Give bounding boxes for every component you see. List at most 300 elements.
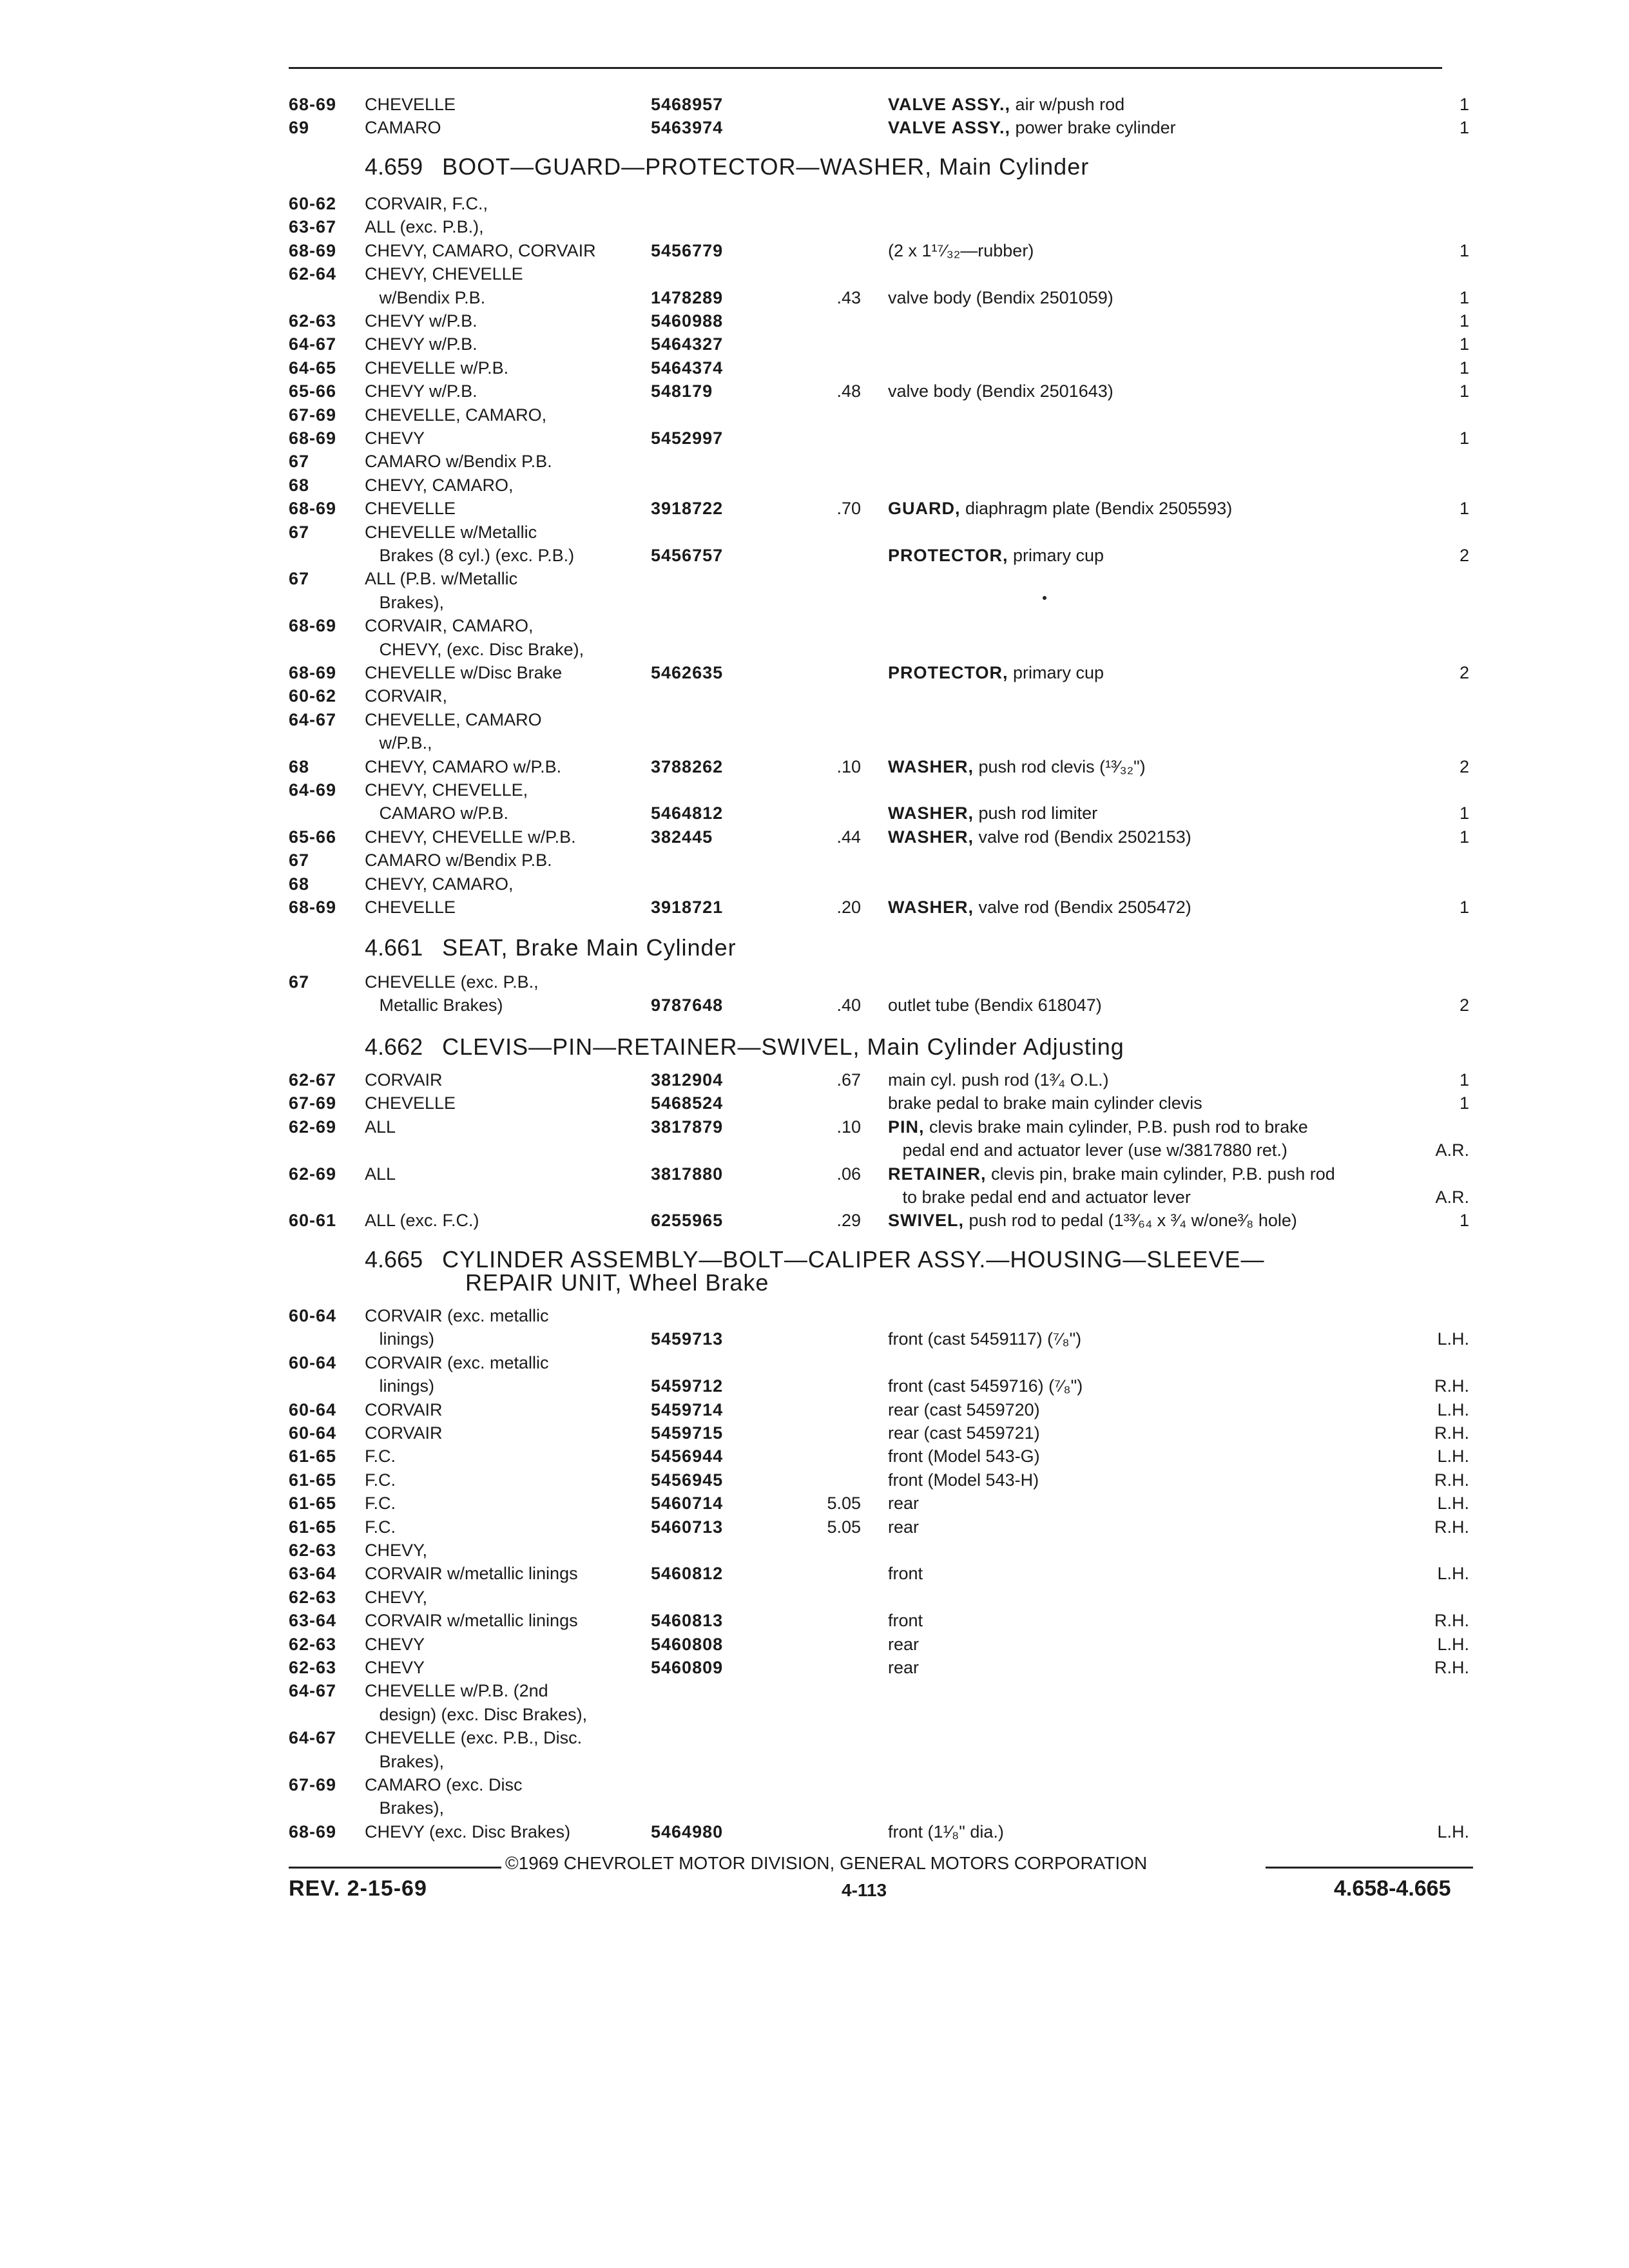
price: .48	[836, 381, 861, 401]
section-title: CYLINDER ASSEMBLY—BOLT—CALIPER ASSY.—HOUSING—SLEEVE—	[442, 1246, 1265, 1273]
part-number: 5464327	[651, 334, 724, 354]
vehicle-model: CAMARO (exc. Disc	[365, 1775, 523, 1794]
part-number: 548179	[651, 381, 713, 401]
top-rule	[289, 67, 1442, 69]
part-description	[888, 497, 1232, 520]
section-title: BOOT—GUARD—PROTECTOR—WASHER, Main Cylinder	[442, 153, 1090, 180]
part-number: 3812904	[651, 1070, 724, 1090]
part-number: 5463974	[651, 118, 724, 138]
model-year: 67	[289, 522, 310, 542]
part-description	[888, 1562, 923, 1585]
part-name: PROTECTOR,	[888, 663, 1008, 682]
vehicle-model: CHEVELLE, CAMARO,	[365, 405, 547, 425]
part-number: 1478289	[651, 287, 724, 307]
part-number: 5459715	[651, 1423, 724, 1443]
model-year: 68-69	[289, 428, 337, 448]
vehicle-model: linings)	[365, 1376, 435, 1396]
model-year: 62-67	[289, 1070, 337, 1090]
list-item	[0, 661, 1629, 684]
vehicle-model: CHEVY, CAMARO w/P.B.	[365, 756, 562, 776]
vehicle-model: CORVAIR, CAMARO,	[365, 616, 534, 636]
vehicle-model: CHEVY (exc. Disc Brakes)	[365, 1821, 571, 1841]
vehicle-model: CAMARO	[365, 118, 441, 138]
part-name: VALVE ASSY.,	[888, 95, 1011, 114]
part-name: PIN,	[888, 1117, 925, 1137]
model-year: 62-69	[289, 1117, 337, 1137]
vehicle-model: CHEVY	[365, 1658, 425, 1677]
vehicle-model: Brakes),	[365, 592, 445, 612]
list-item	[0, 1726, 1629, 1749]
vehicle-model: CHEVELLE w/Metallic	[365, 522, 537, 542]
list-item	[0, 497, 1629, 520]
description-text: front (Model 543-G)	[888, 1446, 1040, 1466]
description-text: front (1¹⁄₈" dia.)	[888, 1821, 1004, 1841]
list-item	[0, 286, 1629, 309]
quantity: L.H.	[1437, 1494, 1469, 1514]
quantity: L.H.	[1437, 1399, 1469, 1419]
list-item	[0, 1445, 1629, 1468]
vehicle-model: CORVAIR w/metallic linings	[365, 1611, 578, 1631]
vehicle-model: CHEVY, CAMARO,	[365, 874, 514, 894]
part-number: 5456945	[651, 1470, 724, 1490]
list-item	[0, 872, 1629, 896]
vehicle-model: CHEVY	[365, 428, 425, 448]
price: .29	[836, 1211, 861, 1231]
part-number: 5460809	[651, 1658, 724, 1677]
list-item	[0, 1656, 1629, 1679]
part-number: 3918722	[651, 499, 724, 519]
vehicle-model: CHEVELLE (exc. P.B., Disc.	[365, 1728, 583, 1748]
model-year: 63-64	[289, 1564, 337, 1584]
vehicle-model: CHEVY, CHEVELLE	[365, 264, 523, 284]
list-item	[0, 544, 1629, 567]
part-name: WASHER,	[888, 756, 974, 776]
model-year: 63-67	[289, 217, 337, 237]
quantity: 1	[1459, 827, 1469, 847]
list-item	[0, 614, 1629, 637]
description-text: clevis pin, brake main cylinder, P.B. push rod	[986, 1164, 1335, 1184]
model-year: 64-67	[289, 709, 337, 729]
description-text: front (Model 543-H)	[888, 1470, 1039, 1490]
model-year: 60-62	[289, 686, 337, 706]
vehicle-model: CHEVELLE w/P.B. (2nd	[365, 1681, 548, 1701]
part-number: 5464980	[651, 1821, 724, 1841]
model-year: 68-69	[289, 898, 337, 917]
model-year: 67-69	[289, 1775, 337, 1794]
model-year: 62-64	[289, 264, 337, 284]
part-description	[888, 802, 1097, 825]
list-item	[0, 1468, 1629, 1492]
list-item	[0, 1679, 1629, 1702]
part-number: 6255965	[651, 1211, 724, 1231]
price: 5.05	[827, 1517, 861, 1537]
part-number: 3788262	[651, 756, 724, 776]
list-item	[0, 994, 1629, 1017]
vehicle-model: CORVAIR, F.C.,	[365, 194, 488, 213]
page-number: 4-113	[842, 1880, 887, 1900]
part-number: 3817879	[651, 1117, 724, 1137]
vehicle-model: CORVAIR (exc. metallic	[365, 1352, 549, 1372]
list-item	[0, 116, 1629, 139]
vehicle-model: CAMARO w/P.B.	[365, 803, 509, 823]
list-item	[0, 1492, 1629, 1515]
description-text: main cyl. push rod (1³⁄₄ O.L.)	[888, 1070, 1109, 1090]
part-name: VALVE ASSY.,	[888, 118, 1011, 138]
list-item	[0, 1539, 1629, 1562]
vehicle-model: CHEVELLE w/Disc Brake	[365, 663, 563, 682]
model-year: 65-66	[289, 381, 337, 401]
part-description	[888, 1445, 1040, 1468]
part-name: GUARD,	[888, 499, 961, 519]
vehicle-model: CHEVY w/P.B.	[365, 381, 477, 401]
model-year: 64-67	[289, 1681, 337, 1701]
list-item	[0, 684, 1629, 707]
part-number: 5459714	[651, 1399, 724, 1419]
list-item	[0, 778, 1629, 802]
description-text: primary cup	[1008, 546, 1104, 565]
part-number: 5462635	[651, 663, 724, 682]
part-description	[888, 755, 1146, 778]
description-text: valve body (Bendix 2501059)	[888, 287, 1113, 307]
part-number: 5456757	[651, 546, 724, 565]
part-name: WASHER,	[888, 898, 974, 917]
model-year: 62-63	[289, 1541, 337, 1560]
part-description	[888, 994, 1102, 1017]
model-year: 67	[289, 452, 310, 472]
model-year: 68-69	[289, 1821, 337, 1841]
vehicle-model: F.C.	[365, 1446, 396, 1466]
part-number: 5460812	[651, 1564, 724, 1584]
vehicle-model: CHEVELLE	[365, 95, 456, 114]
price: .44	[836, 827, 861, 847]
list-item	[0, 1327, 1629, 1350]
vehicle-model: CHEVY, (exc. Disc Brake),	[365, 639, 584, 659]
quantity: 1	[1459, 1093, 1469, 1113]
model-year: 68-69	[289, 95, 337, 114]
vehicle-model: CHEVY w/P.B.	[365, 334, 477, 354]
part-description	[888, 1186, 1191, 1209]
model-year: 68-69	[289, 616, 337, 636]
part-number: 3918721	[651, 898, 724, 917]
part-description	[888, 1068, 1109, 1091]
part-number: 5459713	[651, 1329, 724, 1349]
price: .67	[836, 1070, 861, 1090]
description-text: rear	[888, 1517, 920, 1537]
model-year: 68-69	[289, 663, 337, 682]
list-item	[0, 1374, 1629, 1398]
vehicle-model: CORVAIR	[365, 1399, 443, 1419]
list-item	[0, 1562, 1629, 1585]
list-item	[0, 1139, 1629, 1162]
stray-mark	[1043, 596, 1046, 600]
vehicle-model: CHEVY,	[365, 1541, 428, 1560]
vehicle-model: w/P.B.,	[365, 733, 432, 753]
description-text: push rod clevis (¹³⁄₃₂")	[974, 756, 1146, 776]
quantity: 1	[1459, 240, 1469, 260]
vehicle-model: CHEVELLE, CAMARO	[365, 709, 542, 729]
model-year: 68	[289, 874, 310, 894]
model-year: 61-65	[289, 1446, 337, 1466]
vehicle-model: CHEVELLE	[365, 499, 456, 519]
list-item	[0, 755, 1629, 778]
list-item	[0, 1421, 1629, 1445]
list-item	[0, 1351, 1629, 1374]
section-number: 4.661	[365, 934, 423, 961]
section-title: SEAT, Brake Main Cylinder	[442, 934, 737, 961]
description-text: clevis brake main cylinder, P.B. push rod to brake	[924, 1117, 1308, 1137]
quantity: 1	[1459, 1211, 1469, 1231]
model-year: 64-65	[289, 358, 337, 378]
model-year: 61-65	[289, 1494, 337, 1514]
list-item	[0, 380, 1629, 403]
list-item	[0, 1703, 1629, 1726]
list-item	[0, 1209, 1629, 1232]
section-number: 4.662	[365, 1033, 423, 1060]
description-text: front (cast 5459716) (⁷⁄₈")	[888, 1376, 1083, 1396]
list-item	[0, 731, 1629, 754]
price: .10	[836, 1117, 861, 1137]
quantity: 1	[1459, 311, 1469, 331]
quantity: L.H.	[1437, 1329, 1469, 1349]
quantity: R.H.	[1434, 1611, 1469, 1631]
model-year: 60-62	[289, 194, 337, 213]
model-year: 63-64	[289, 1611, 337, 1631]
vehicle-model: Brakes),	[365, 1798, 445, 1818]
description-text: valve rod (Bendix 2505472)	[974, 898, 1191, 917]
part-description	[888, 1209, 1297, 1232]
vehicle-model: CHEVELLE	[365, 1093, 456, 1113]
list-item	[0, 1162, 1629, 1186]
quantity: A.R.	[1435, 1140, 1469, 1160]
description-text: air w/push rod	[1010, 95, 1125, 114]
quantity: L.H.	[1437, 1821, 1469, 1841]
vehicle-model: CHEVY, CAMARO,	[365, 475, 514, 495]
part-name: WASHER,	[888, 803, 974, 823]
quantity: 2	[1459, 756, 1469, 776]
list-item	[0, 450, 1629, 473]
vehicle-model: ALL	[365, 1117, 396, 1137]
model-year: 64-69	[289, 780, 337, 800]
list-item	[0, 474, 1629, 497]
list-item	[0, 332, 1629, 356]
part-description	[888, 1820, 1004, 1843]
section-4-659-heading	[365, 153, 1089, 180]
quantity: 1	[1459, 334, 1469, 354]
section-number: 4.659	[365, 153, 423, 180]
quantity: 1	[1459, 381, 1469, 401]
list-item	[0, 1515, 1629, 1539]
quantity: 1	[1459, 499, 1469, 519]
model-year: 68-69	[289, 499, 337, 519]
vehicle-model: CHEVY, CHEVELLE w/P.B.	[365, 827, 576, 847]
section-4-665-heading-line2	[465, 1269, 769, 1296]
quantity: 1	[1459, 118, 1469, 138]
description-text: push rod to pedal (1³³⁄₆₄ x ³⁄₄ w/one³⁄₈ hole)	[964, 1211, 1297, 1231]
vehicle-model: CAMARO w/Bendix P.B.	[365, 452, 552, 472]
quantity: R.H.	[1434, 1423, 1469, 1443]
quantity: R.H.	[1434, 1470, 1469, 1490]
part-description	[888, 239, 1034, 262]
list-item	[0, 567, 1629, 590]
vehicle-model: ALL (P.B. w/Metallic	[365, 569, 518, 589]
list-item	[0, 309, 1629, 332]
price: .10	[836, 756, 861, 776]
list-item	[0, 93, 1629, 116]
list-item	[0, 215, 1629, 238]
part-number: 5460813	[651, 1611, 724, 1631]
model-year: 64-67	[289, 334, 337, 354]
list-item	[0, 427, 1629, 450]
quantity: 1	[1459, 803, 1469, 823]
list-item	[0, 1068, 1629, 1091]
model-year: 64-67	[289, 1728, 337, 1748]
part-number: 5456944	[651, 1446, 724, 1466]
section-title-continued: REPAIR UNIT, Wheel Brake	[465, 1269, 769, 1296]
list-item	[0, 591, 1629, 614]
model-year: 65-66	[289, 827, 337, 847]
description-text: push rod limiter	[974, 803, 1098, 823]
quantity: 1	[1459, 287, 1469, 307]
quantity: L.H.	[1437, 1446, 1469, 1466]
quantity: 2	[1459, 663, 1469, 682]
description-text: rear	[888, 1494, 920, 1514]
copyright-line: ©1969 CHEVROLET MOTOR DIVISION, GENERAL MOTORS CORPORATION	[505, 1853, 1148, 1873]
vehicle-model: linings)	[365, 1329, 435, 1349]
vehicle-model: CHEVELLE (exc. P.B.,	[365, 972, 539, 992]
description-text: diaphragm plate (Bendix 2505593)	[960, 499, 1233, 519]
vehicle-model: CHEVELLE	[365, 898, 456, 917]
part-description	[888, 825, 1191, 849]
quantity: L.H.	[1437, 1564, 1469, 1584]
list-item	[0, 1773, 1629, 1796]
model-year: 62-63	[289, 311, 337, 331]
description-text: rear (cast 5459721)	[888, 1423, 1040, 1443]
part-number: 5456779	[651, 240, 724, 260]
quantity: 1	[1459, 898, 1469, 917]
vehicle-model: CAMARO w/Bendix P.B.	[365, 850, 552, 870]
list-item	[0, 1115, 1629, 1139]
part-number: 5452997	[651, 428, 724, 448]
description-text: rear	[888, 1634, 920, 1654]
part-number: 5459712	[651, 1376, 724, 1396]
part-name: RETAINER,	[888, 1164, 987, 1184]
description-text: brake pedal to brake main cylinder clevis	[888, 1093, 1202, 1113]
vehicle-model: CHEVY	[365, 1634, 425, 1654]
footer-rule-right	[1266, 1867, 1473, 1869]
model-year: 61-65	[289, 1470, 337, 1490]
model-year: 62-63	[289, 1587, 337, 1607]
part-number: 5468524	[651, 1093, 724, 1113]
description-text: valve rod (Bendix 2502153)	[974, 827, 1191, 847]
price: .43	[836, 287, 861, 307]
quantity: 1	[1459, 1070, 1469, 1090]
vehicle-model: Brakes),	[365, 1751, 445, 1771]
description-text: power brake cylinder	[1010, 118, 1176, 138]
list-item	[0, 262, 1629, 285]
quantity: L.H.	[1437, 1634, 1469, 1654]
list-item	[0, 1609, 1629, 1632]
quantity: R.H.	[1434, 1376, 1469, 1396]
vehicle-model: CORVAIR	[365, 1423, 443, 1443]
part-description	[888, 661, 1104, 684]
list-item	[0, 896, 1629, 919]
part-description	[888, 380, 1113, 403]
list-item	[0, 1750, 1629, 1773]
model-year: 60-64	[289, 1423, 337, 1443]
description-text: outlet tube (Bendix 618047)	[888, 995, 1102, 1015]
description-text: (2 x 1¹⁷⁄₃₂—rubber)	[888, 240, 1034, 260]
price: 5.05	[827, 1494, 861, 1514]
model-year: 61-65	[289, 1517, 337, 1537]
part-description	[888, 1515, 919, 1539]
quantity: A.R.	[1435, 1187, 1469, 1207]
model-year: 67	[289, 972, 310, 992]
vehicle-model: CORVAIR (exc. metallic	[365, 1306, 549, 1325]
part-name: PROTECTOR,	[888, 546, 1008, 565]
vehicle-model: F.C.	[365, 1494, 396, 1514]
vehicle-model: CORVAIR	[365, 1070, 443, 1090]
part-description	[888, 1656, 919, 1679]
part-description	[888, 544, 1104, 567]
vehicle-model: w/Bendix P.B.	[365, 287, 486, 307]
part-description	[888, 1468, 1039, 1492]
list-item	[0, 1304, 1629, 1327]
part-description	[888, 1492, 919, 1515]
part-description	[888, 1421, 1040, 1445]
footer-rule-left	[289, 1867, 501, 1869]
quantity: R.H.	[1434, 1658, 1469, 1677]
model-year: 68-69	[289, 240, 337, 260]
part-name: WASHER,	[888, 827, 974, 847]
model-year: 60-64	[289, 1399, 337, 1419]
part-description	[888, 116, 1176, 139]
quantity: 1	[1459, 428, 1469, 448]
list-item	[0, 239, 1629, 262]
part-number: 382445	[651, 827, 713, 847]
part-description	[888, 1609, 923, 1632]
vehicle-model: CORVAIR,	[365, 686, 448, 706]
list-item	[0, 1586, 1629, 1609]
model-year: 60-64	[289, 1306, 337, 1325]
list-item	[0, 849, 1629, 872]
vehicle-model: CHEVY, CAMARO, CORVAIR	[365, 240, 596, 260]
part-description	[888, 1374, 1083, 1398]
model-year: 67-69	[289, 1093, 337, 1113]
section-4-661-heading	[365, 934, 737, 961]
quantity: 2	[1459, 995, 1469, 1015]
part-number: 5460713	[651, 1517, 724, 1537]
model-year: 62-69	[289, 1164, 337, 1184]
part-description	[888, 1398, 1040, 1421]
part-description	[888, 1091, 1202, 1115]
quantity: 1	[1459, 95, 1469, 114]
description-text: valve body (Bendix 2501643)	[888, 381, 1113, 401]
list-item	[0, 1186, 1629, 1209]
vehicle-model: ALL (exc. F.C.)	[365, 1211, 479, 1231]
vehicle-model: design) (exc. Disc Brakes),	[365, 1704, 588, 1724]
section-title: CLEVIS—PIN—RETAINER—SWIVEL, Main Cylinder Adjusting	[442, 1033, 1124, 1060]
part-number: 3817880	[651, 1164, 724, 1184]
vehicle-model: CHEVY,	[365, 1587, 428, 1607]
list-item	[0, 825, 1629, 849]
list-item	[0, 403, 1629, 427]
description-text: rear (cast 5459720)	[888, 1399, 1040, 1419]
description-text: pedal end and actuator lever (use w/3817880 ret.)	[888, 1140, 1287, 1160]
list-item	[0, 1398, 1629, 1421]
list-item	[0, 970, 1629, 994]
list-item	[0, 1633, 1629, 1656]
list-item	[0, 192, 1629, 215]
